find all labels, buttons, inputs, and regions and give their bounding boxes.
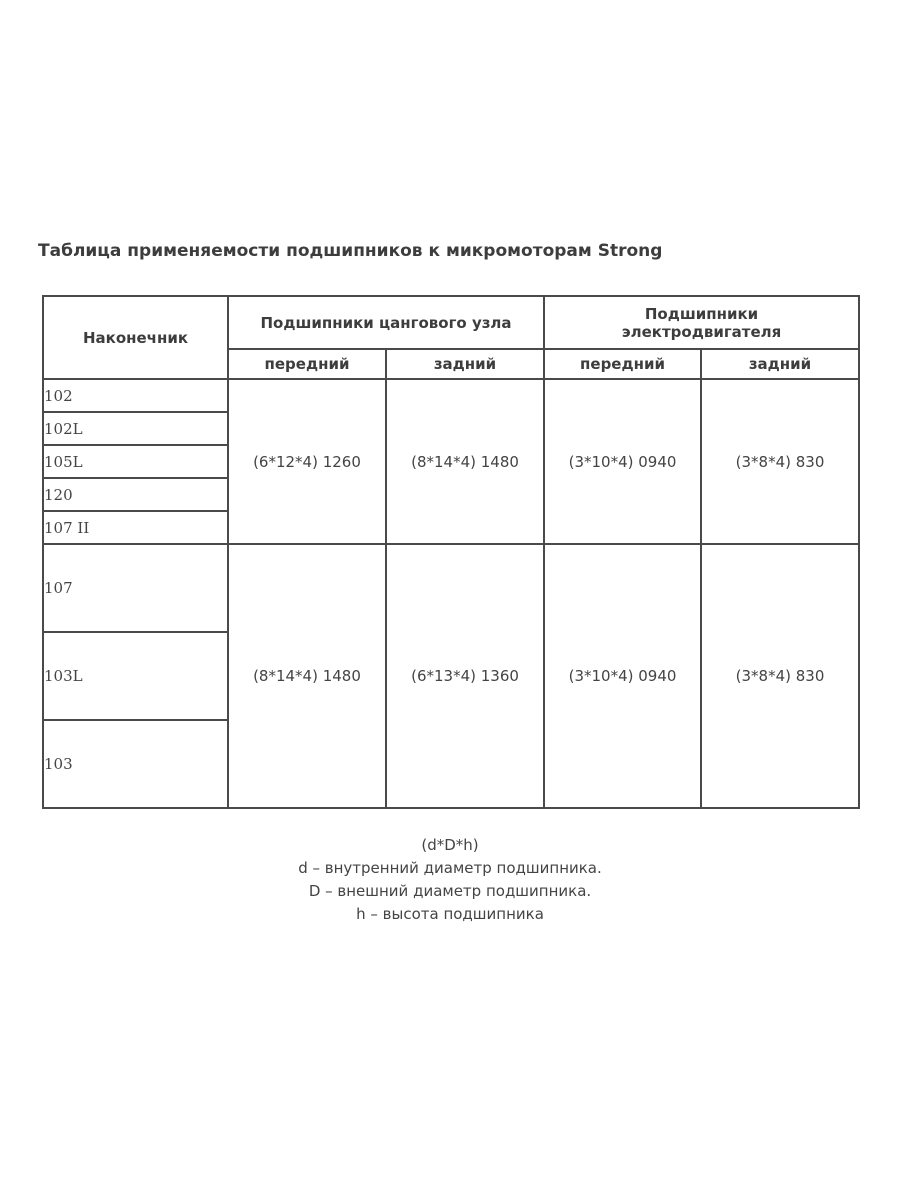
legend bbox=[0, 834, 900, 926]
legend-d: d – внутренний диаметр подшипника. bbox=[298, 859, 602, 877]
header-collet-front: передний bbox=[228, 349, 386, 379]
header-motor-line2: электродвигателя bbox=[621, 322, 782, 341]
collet-front-cell: (8*14*4) 1480 bbox=[228, 544, 386, 808]
header-motor-group bbox=[544, 296, 859, 349]
table-row bbox=[43, 379, 859, 412]
bearings-table bbox=[42, 295, 860, 809]
tip-cell: 103L bbox=[43, 632, 228, 720]
legend-h: h – высота подшипника bbox=[356, 905, 544, 923]
table-row bbox=[43, 544, 859, 632]
header-motor-rear: задний bbox=[701, 349, 859, 379]
header-tip: Наконечник bbox=[43, 296, 228, 379]
page-title: Таблица применяемости подшипников к микромоторам Strong bbox=[38, 241, 663, 261]
tip-cell: 102L bbox=[43, 412, 228, 445]
legend-D: D – внешний диаметр подшипника. bbox=[308, 882, 592, 900]
motor-rear-cell: (3*8*4) 830 bbox=[701, 544, 859, 808]
tip-cell: 103 bbox=[43, 720, 228, 808]
header-motor-line1: Подшипники bbox=[644, 304, 759, 323]
legend-formula: (d*D*h) bbox=[421, 836, 479, 854]
collet-front-cell: (6*12*4) 1260 bbox=[228, 379, 386, 544]
tip-cell: 107 II bbox=[43, 511, 228, 544]
tip-cell: 107 bbox=[43, 544, 228, 632]
table-header-row bbox=[43, 296, 859, 349]
tip-cell: 102 bbox=[43, 379, 228, 412]
collet-rear-cell: (6*13*4) 1360 bbox=[386, 544, 544, 808]
header-collet-group: Подшипники цангового узла bbox=[228, 296, 544, 349]
header-motor-front: передний bbox=[544, 349, 701, 379]
motor-rear-cell: (3*8*4) 830 bbox=[701, 379, 859, 544]
header-collet-rear: задний bbox=[386, 349, 544, 379]
tip-cell: 105L bbox=[43, 445, 228, 478]
motor-front-cell: (3*10*4) 0940 bbox=[544, 544, 701, 808]
collet-rear-cell: (8*14*4) 1480 bbox=[386, 379, 544, 544]
motor-front-cell: (3*10*4) 0940 bbox=[544, 379, 701, 544]
tip-cell: 120 bbox=[43, 478, 228, 511]
